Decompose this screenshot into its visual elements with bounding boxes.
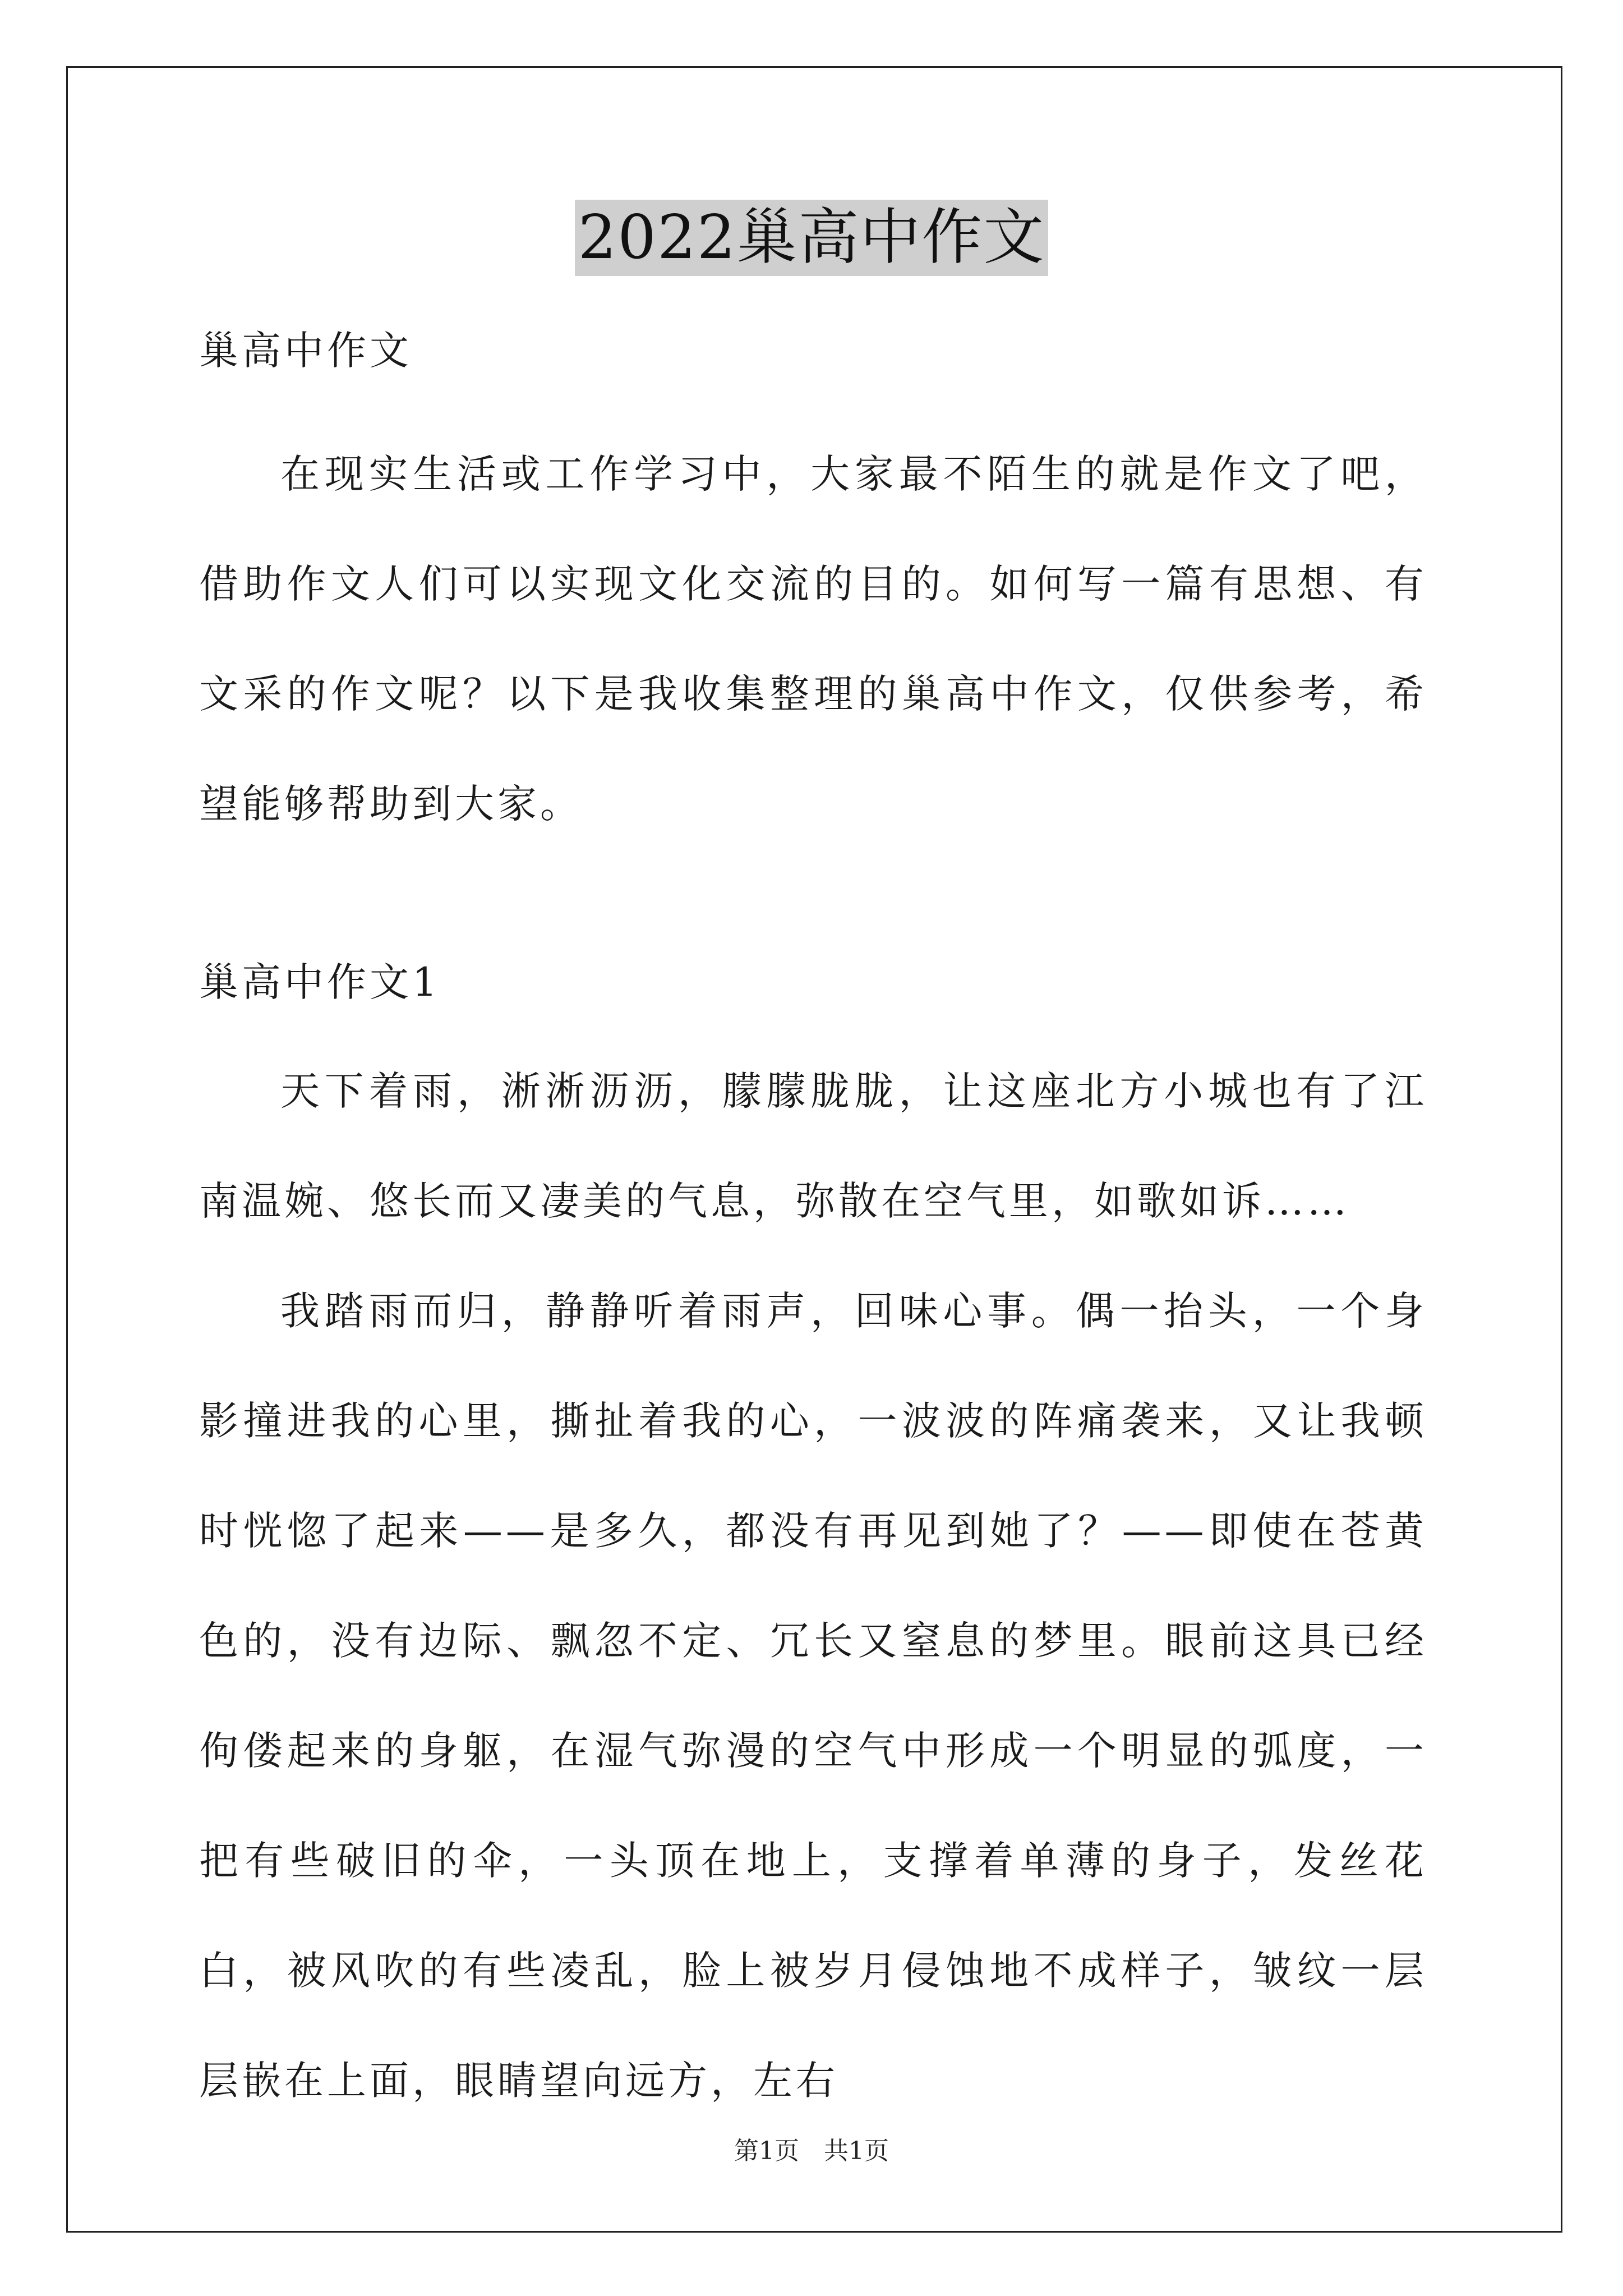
section-1-paragraph-1: 天下着雨，淅淅沥沥，朦朦胧胧，让这座北方小城也有了江南温婉、悠长而又凄美的气息，弥散在空气里，如歌如诉…… (199, 1068, 1427, 1224)
document-title: 2022巢高中作文 (575, 200, 1049, 276)
title-container (0, 200, 1623, 276)
section-1-paragraph-2: 我踏雨而归，静静听着雨声，回味心事。偶一抬头，一个身影撞进我的心里，撕扯着我的心，一波波的阵痛袭来，又让我顿时恍惚了起来——是多久，都没有再见到她了？——即使在苍黄色的，没有边际、飘忽不定、冗长又窒息的梦里。眼前这具已经佝偻起来的身躯，在湿气弥漫的空气中形成一个明显的弧度，一把有些破旧的伞，一头顶在地上，支撑着单薄的身子，发丝花白，被风吹的有些凌乱，脸上被岁月侵蚀地不成样子，皱纹一层层嵌在上面，眼睛望向远方，左右 (199, 1288, 1427, 2104)
document-body (199, 306, 1427, 2136)
page-footer (0, 2134, 1623, 2168)
page-number-label: 第1页 共1页 (734, 2137, 889, 2165)
section-1-heading: 巢高中作文1 (199, 959, 441, 1005)
intro-paragraph: 在现实生活或工作学习中，大家最不陌生的就是作文了吧，借助作文人们可以实现文化交流的目的。如何写一篇有思想、有文采的作文呢？以下是我收集整理的巢高中作文，仅供参考，希望能够帮助到大家。 (199, 451, 1427, 827)
intro-heading: 巢高中作文 (199, 328, 412, 374)
